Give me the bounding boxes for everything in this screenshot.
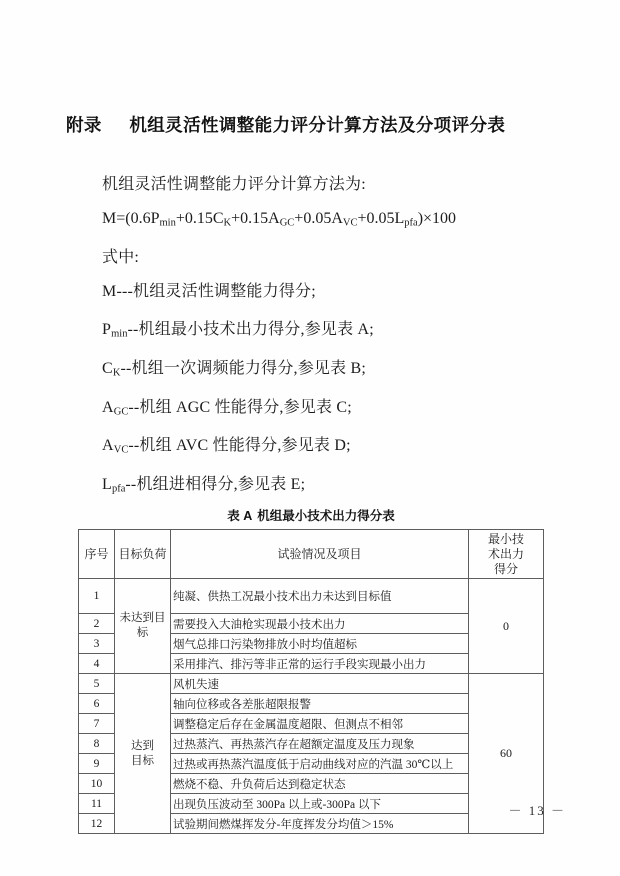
scoring-formula (102, 202, 562, 241)
formula-sub-avc: VC (342, 217, 358, 229)
load-label-line-2: 目标 (131, 754, 154, 767)
definition-text: --机组一次调频能力得分,参见表 B; (120, 359, 367, 377)
table-row (79, 579, 544, 614)
formula-t4: +0.05L (357, 210, 405, 227)
table-caption-text: 机组最小技术出力得分表 (257, 509, 395, 523)
row-number: 1 (79, 579, 115, 614)
row-item: 过热蒸汽、再热蒸汽存在超额定温度及压力现象 (171, 734, 469, 754)
score-header-line-3: 得分 (493, 561, 518, 576)
definition-symbol: A (102, 398, 114, 416)
row-number: 9 (79, 754, 115, 774)
definition-text: ---机组灵活性调整能力得分; (116, 282, 316, 300)
load-label-line-2: 标 (136, 627, 149, 639)
definition-subscript: K (112, 367, 121, 379)
table-row (79, 674, 544, 694)
formula-sub-agc: GC (279, 217, 295, 229)
row-number: 5 (79, 674, 115, 694)
load-label-line-1: 达到 (131, 739, 154, 752)
column-header-test-item: 试验情况及项目 (171, 530, 469, 579)
row-item: 轴向位移或各差胀超限报警 (171, 694, 469, 714)
row-number: 10 (79, 774, 115, 794)
table-caption (78, 506, 544, 524)
body-text-block (102, 168, 562, 506)
definition-item (102, 313, 562, 352)
formula-sub-pmin: min (159, 217, 176, 229)
row-item: 燃烧不稳、升负荷后达到稳定状态 (171, 774, 469, 794)
definition-symbol: M (102, 282, 117, 300)
formula-t1: +0.15C (175, 210, 224, 227)
definition-text: --机组 AVC 性能得分,参见表 D; (128, 437, 351, 455)
row-number: 2 (79, 614, 115, 634)
definition-text: --机组进相得分,参见表 E; (125, 475, 306, 493)
formula-t3: +0.05A (294, 210, 343, 227)
formula-lead: M=(0.6P (102, 210, 160, 227)
formula-t2: +0.15A (231, 210, 280, 227)
row-number: 7 (79, 714, 115, 734)
row-item: 烟气总排口污染物排放小时均值超标 (171, 634, 469, 654)
page-number: － 13 － (508, 803, 566, 818)
row-item: 采用排汽、排污等非正常的运行手段实现最小出力 (171, 654, 469, 674)
table-header-row (79, 530, 544, 579)
row-number: 12 (79, 814, 115, 834)
page-title (66, 112, 566, 137)
definition-symbol: P (102, 321, 112, 339)
row-item: 需要投入大油枪实现最小技术出力 (171, 614, 469, 634)
row-number: 8 (79, 734, 115, 754)
minimum-output-score-table (78, 529, 544, 834)
group-score-met: 60 (469, 674, 544, 834)
row-item: 风机失速 (171, 674, 469, 694)
column-header-no: 序号 (79, 530, 115, 579)
score-header-line-2: 术出力 (487, 546, 524, 561)
row-number: 11 (79, 794, 115, 814)
row-item: 调整稳定后存在金属温度超限、但测点不相邻 (171, 714, 469, 734)
row-item: 过热或再热蒸汽温度低于启动曲线对应的汽温 30℃以上 (171, 754, 469, 774)
table-caption-label: 表 A (227, 509, 253, 523)
definition-item (102, 429, 562, 468)
definition-text: --机组 AGC 性能得分,参见表 C; (128, 398, 352, 416)
definition-symbol: C (102, 359, 113, 377)
table-body (79, 579, 544, 834)
row-item: 出现负压波动至 300Pa 以上或-300Pa 以下 (171, 794, 469, 814)
definition-subscript: GC (113, 406, 129, 418)
where-label: 式中: (102, 248, 140, 266)
page-title-text: 机组灵活性调整能力评分计算方法及分项评分表 (129, 115, 506, 135)
row-item: 试验期间燃煤挥发分-年度挥发分均值＞15% (171, 814, 469, 834)
column-header-score (469, 530, 544, 579)
row-number: 4 (79, 654, 115, 674)
formula-sub-ck: K (223, 217, 232, 229)
definition-symbol: L (102, 475, 112, 493)
row-number: 3 (79, 634, 115, 654)
definition-item (102, 468, 562, 507)
load-label-line-1: 未达到目 (119, 612, 166, 624)
definition-text: --机组最小技术出力得分,参见表 A; (127, 321, 374, 339)
target-load-group-unmet (115, 579, 171, 674)
formula-sub-lpfa: pfa (404, 217, 418, 229)
intro-sentence: 机组灵活性调整能力评分计算方法为: (102, 176, 366, 193)
page-title-label: 附录 (66, 115, 102, 135)
definition-item (102, 391, 562, 430)
group-score-unmet: 0 (469, 579, 544, 674)
definition-symbol: A (102, 437, 114, 455)
definition-item (102, 275, 562, 314)
definition-item (102, 352, 562, 391)
score-header-line-1: 最小技 (487, 531, 524, 546)
column-header-target-load: 目标负荷 (115, 530, 171, 579)
definition-subscript: VC (113, 444, 129, 456)
definition-subscript: min (111, 328, 128, 340)
formula-tail: )×100 (417, 210, 457, 227)
row-number: 6 (79, 694, 115, 714)
definition-subscript: pfa (111, 483, 126, 495)
row-item: 纯凝、供热工况最小技术出力未达到目标值 (171, 579, 469, 614)
